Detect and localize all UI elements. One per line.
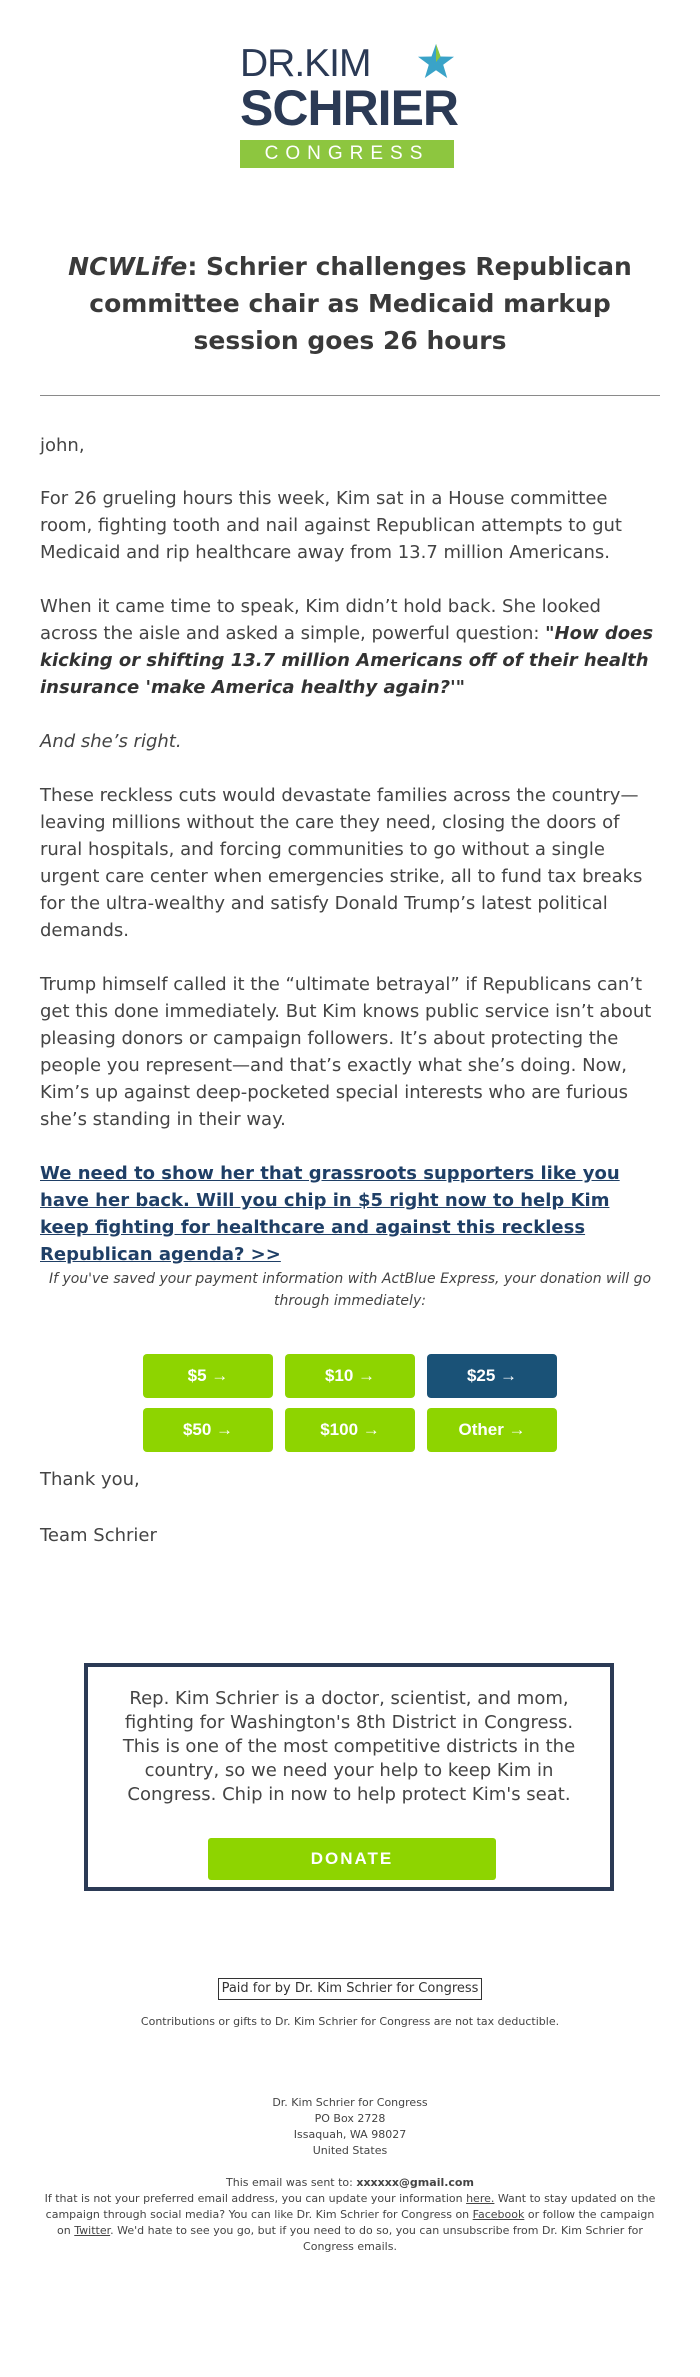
footer-text-4: . We'd hate to see you go, but if you need to do so, you can unsubscribe from Dr. Kim Schrier for Congress emails. bbox=[110, 2224, 643, 2253]
footer-text-3: or follow the campaign on bbox=[57, 2208, 655, 2237]
paragraph-5: Trump himself called it the “ultimate betrayal” if Republicans can’t get this done immediately. But Kim knows public service isn’t about pleasing donors or campaign followers. It’s about protecting the people you represent—and that’s exactly what she’s doing. Now, Kim’s up against deep-pocketed special interests who are furious she’s standing in their way. bbox=[40, 974, 652, 1130]
headline bbox=[50, 248, 650, 359]
update-info-link[interactable]: here. bbox=[466, 2192, 495, 2205]
divider bbox=[40, 395, 660, 396]
sent-to-label: This email was sent to: bbox=[226, 2176, 357, 2189]
address-line-2: Issaquah, WA 98027 bbox=[293, 2128, 407, 2141]
donate-cta-link[interactable]: We need to show her that grassroots supporters like you have her back. Will you chip in $5 right now to help Kim keep fighting for healthcare and against this reckless Republican agenda? >> bbox=[40, 1163, 620, 1265]
donate-button[interactable]: DONATE bbox=[208, 1838, 496, 1880]
address-line-1: PO Box 2728 bbox=[314, 2112, 386, 2125]
address-name: Dr. Kim Schrier for Congress bbox=[272, 2096, 428, 2109]
sent-to-line bbox=[40, 2175, 660, 2191]
paragraph-3: And she’s right. bbox=[40, 731, 182, 752]
star-icon bbox=[416, 42, 456, 82]
recipient-email: xxxxxx@gmail.com bbox=[356, 2176, 474, 2189]
donate-100-button[interactable]: $100 → bbox=[285, 1408, 415, 1452]
closing-thanks: Thank you, bbox=[40, 1469, 140, 1490]
donate-50-button[interactable]: $50 → bbox=[143, 1408, 273, 1452]
headline-text: : Schrier challenges Republican committee chair as Medicaid markup session goes 26 hours bbox=[89, 252, 632, 355]
paid-for-disclaimer: Paid for by Dr. Kim Schrier for Congress bbox=[218, 1978, 482, 2000]
footer-text-1: If that is not your preferred email address, you can update your information bbox=[44, 2192, 467, 2205]
logo-line-1: DR.KIM bbox=[240, 42, 371, 85]
address-country: United States bbox=[312, 2144, 388, 2157]
paragraph-2-text: When it came time to speak, Kim didn’t hold back. She looked across the aisle and asked a simple, powerful question: bbox=[40, 596, 601, 644]
greeting: john, bbox=[40, 435, 85, 456]
logo-band: CONGRESS bbox=[240, 140, 454, 168]
facebook-link[interactable]: Facebook bbox=[472, 2208, 525, 2221]
paragraph-1: For 26 grueling hours this week, Kim sat in a House committee room, fighting tooth and nail against Republican attempts to gut Medicaid and rip healthcare away from 13.7 million Americans. bbox=[40, 488, 622, 563]
twitter-link[interactable]: Twitter bbox=[74, 2224, 111, 2237]
appeal-text: Rep. Kim Schrier is a doctor, scientist, and mom, fighting for Washington's 8th District in Congress. This is one of the most competitive districts in the country, so we need your help to keep Kim in Congress. Chip in now to help protect Kim's seat. bbox=[122, 1688, 576, 1805]
appeal-box bbox=[84, 1663, 614, 1891]
headline-outlet: NCWLife bbox=[68, 252, 188, 281]
logo-line-2: SCHRIER bbox=[240, 80, 459, 136]
footer-text bbox=[40, 2191, 660, 2255]
donate-25-button[interactable]: $25 → bbox=[427, 1354, 557, 1398]
actblue-note: If you've saved your payment information with ActBlue Express, your donation will go through immediately: bbox=[48, 1271, 652, 1309]
mailing-address bbox=[200, 2095, 500, 2159]
campaign-logo bbox=[240, 42, 459, 172]
donate-10-button[interactable]: $10 → bbox=[285, 1354, 415, 1398]
contributions-disclaimer: Contributions or gifts to Dr. Kim Schrier for Congress are not tax deductible. bbox=[140, 2015, 560, 2028]
quote: "How does kicking or shifting 13.7 million Americans off of their health insurance 'make America healthy again?'" bbox=[40, 623, 654, 698]
donate-5-button[interactable]: $5 → bbox=[143, 1354, 273, 1398]
paragraph-2 bbox=[40, 593, 660, 701]
closing-signature: Team Schrier bbox=[40, 1525, 157, 1546]
footer bbox=[40, 2175, 660, 2255]
paragraph-4: These reckless cuts would devastate families across the country—leaving millions without the care they need, closing the doors of rural hospitals, and forcing communities to go without a single urgent care center when emergencies strike, all to fund tax breaks for the ultra-wealthy and satisfy Donald Trump’s latest political demands. bbox=[40, 785, 643, 941]
donate-other-button[interactable]: Other → bbox=[427, 1408, 557, 1452]
footer-text-2: Want to stay updated on the campaign through social media? You can like Dr. Kim Schrier for Congress on bbox=[45, 2192, 656, 2221]
